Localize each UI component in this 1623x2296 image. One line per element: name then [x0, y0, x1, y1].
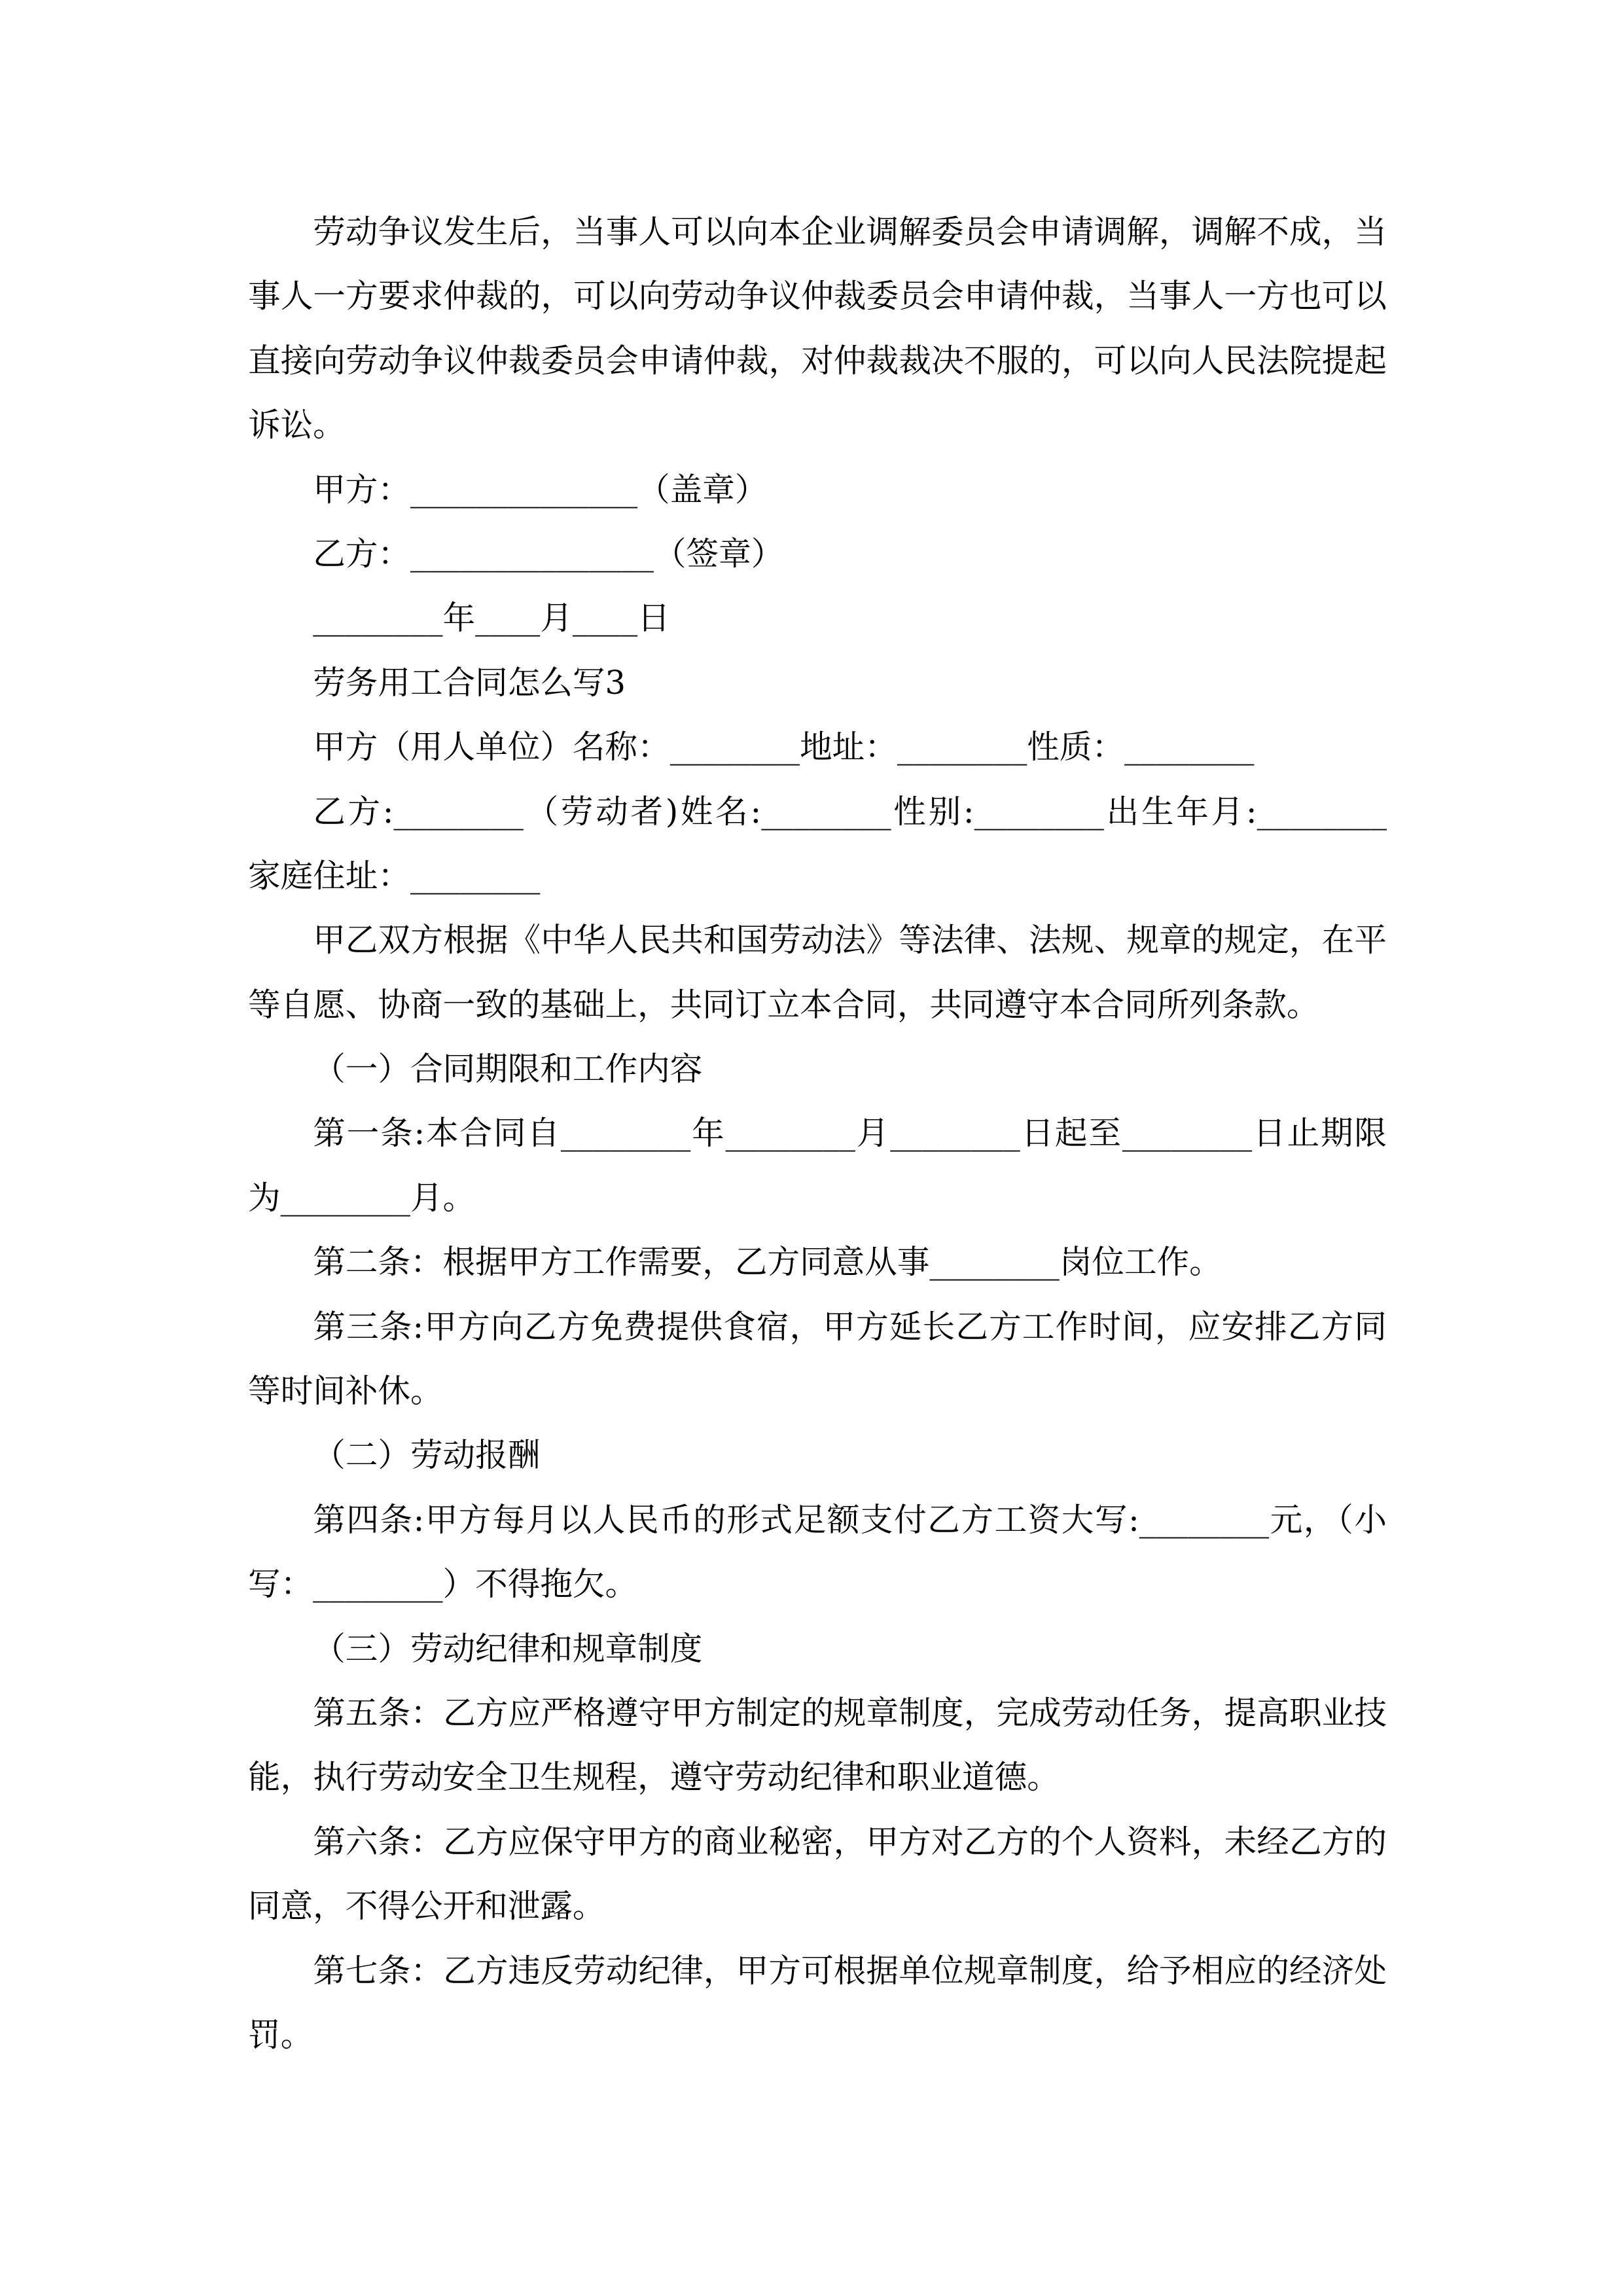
- contract-title: 劳务用工合同怎么写3: [313, 663, 626, 702]
- text-line: 第二条：根据甲方工作需要，乙方同意从事________岗位工作。: [313, 1243, 1222, 1282]
- signature-date: ________年____月____日: [313, 599, 670, 637]
- article-5: [248, 1681, 1387, 1810]
- party-b-info: [248, 780, 1387, 908]
- section-heading-remuneration: （二）劳动报酬: [313, 1436, 541, 1475]
- text-line: 第四条:甲方每月以人民币的形式足额支付乙方工资大写:________元，（小: [313, 1500, 1387, 1539]
- text-line: 第七条：乙方违反劳动纪律，甲方可根据单位规章制度，给予相应的经济处: [313, 1951, 1387, 1990]
- article-4: [248, 1488, 1387, 1617]
- text-line: 家庭住址：________: [248, 856, 541, 895]
- article-7: [248, 1939, 1387, 2068]
- article-3: [248, 1295, 1387, 1424]
- article-1: [248, 1101, 1387, 1230]
- text-line: 写：________）不得拖欠。: [248, 1565, 638, 1604]
- document-page: [248, 200, 1387, 2067]
- text-line: 能，执行劳动安全卫生规程，遵守劳动纪律和职业道德。: [248, 1758, 1060, 1797]
- text-line: 甲乙双方根据《中华人民共和国劳动法》等法律、法规、规章的规定，在平: [313, 921, 1387, 960]
- article-2: [248, 1230, 1387, 1294]
- section-heading-term: （一）合同期限和工作内容: [313, 1050, 703, 1088]
- signature-party-b: 乙方：_______________（签章）: [313, 534, 784, 573]
- text-line: 劳动争议发生后，当事人可以向本企业调解委员会申请调解，调解不成，当: [313, 213, 1387, 251]
- section-heading-discipline: （三）劳动纪律和规章制度: [313, 1629, 703, 1668]
- text-line: 第一条:本合同自________年________月________日起至________日止期限: [313, 1114, 1387, 1153]
- text-line: 第六条：乙方应保守甲方的商业秘密，甲方对乙方的个人资料，未经乙方的: [313, 1822, 1387, 1861]
- text-line: 乙方:________（劳动者)姓名:________性别:________出生年月:________: [313, 792, 1387, 831]
- text-line: 等时间补休。: [248, 1372, 443, 1410]
- text-line: 直接向劳动争议仲裁委员会申请仲裁，对仲裁裁决不服的，可以向人民法院提起: [248, 341, 1387, 380]
- article-6: [248, 1810, 1387, 1939]
- text-line: 第五条：乙方应严格遵守甲方制定的规章制度，完成劳动任务，提高职业技: [313, 1693, 1387, 1732]
- text-line: 诉讼。: [248, 406, 346, 444]
- signature-party-a: 甲方：______________（盖章）: [313, 470, 768, 509]
- text-line: 罚。: [248, 2015, 313, 2054]
- text-line: 事人一方要求仲裁的，可以向劳动争议仲裁委员会申请仲裁，当事人一方也可以: [248, 277, 1387, 315]
- dispute-resolution-paragraph: [248, 200, 1387, 457]
- text-line: 为________月。: [248, 1178, 476, 1217]
- text-line: 等自愿、协商一致的基础上，共同订立本合同，共同遵守本合同所列条款。: [248, 985, 1319, 1024]
- text-line: 同意，不得公开和泄露。: [248, 1887, 605, 1926]
- text-line: 第三条:甲方向乙方免费提供食宿，甲方延长乙方工作时间，应安排乙方同: [313, 1307, 1387, 1346]
- party-a-info: 甲方（用人单位）名称：________地址：________性质：________: [313, 728, 1255, 766]
- contract-preamble: [248, 908, 1387, 1037]
